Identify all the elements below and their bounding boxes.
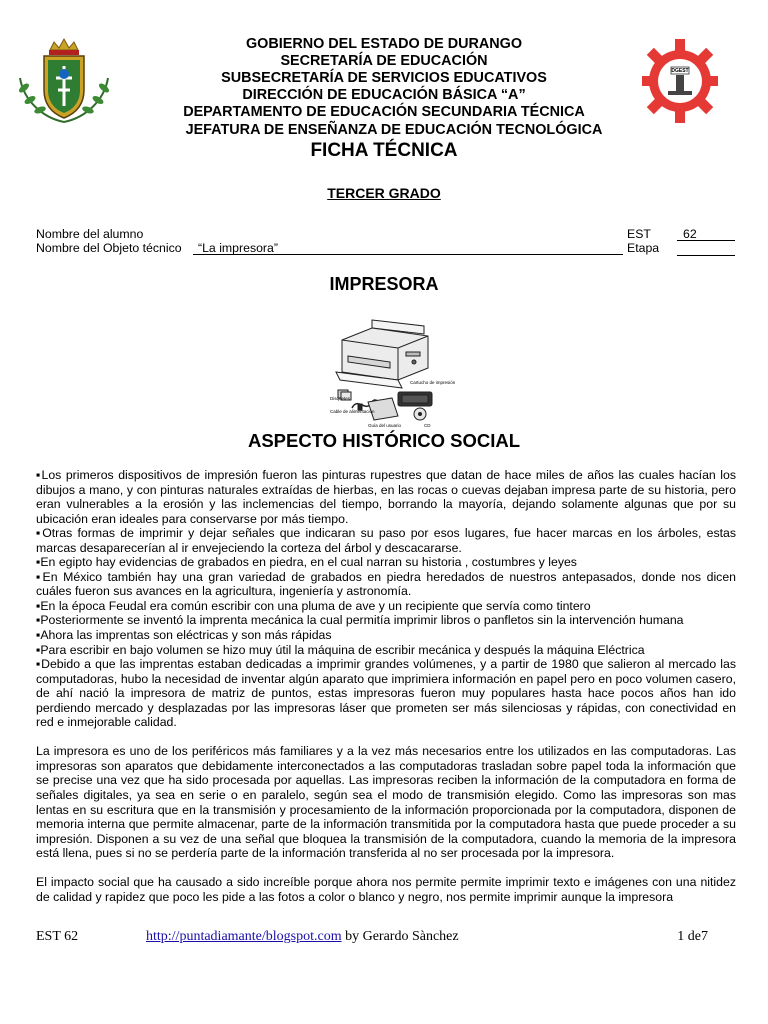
bullet-item — [36, 468, 736, 526]
est-underline — [677, 240, 735, 241]
footer-credit — [146, 929, 459, 945]
bullet-marker: ▪ — [36, 613, 41, 628]
grade-heading: TERCER GRADO — [327, 185, 441, 201]
bullet-text: Ahora las imprentas son eléctricas y son más rápidas — [40, 628, 332, 643]
bullet-text: Posteriormente se inventó la imprenta mecánica la cual permitía imprimir libros o panfletos sin la intervención humana — [40, 613, 684, 628]
figure-label-cd: CD — [424, 423, 431, 428]
bullet-item — [36, 643, 736, 658]
footer-page-number: 1 de7 — [677, 929, 708, 944]
bullet-item — [36, 526, 736, 555]
footer-school: EST 62 — [36, 929, 79, 944]
header-line-1: GOBIERNO DEL ESTADO DE DURANGO — [245, 36, 523, 52]
bullet-marker: ▪ — [36, 468, 42, 482]
bullet-text: En egipto hay evidencias de grabados en piedra, en el cual narran su historia , costumbres y leyes — [40, 555, 577, 570]
figure-label-cartridge: Cartucho de impresión — [410, 380, 456, 385]
bullet-marker: ▪ — [36, 628, 41, 643]
bullet-text: Debido a que las imprentas estaban dedicadas a imprimir grandes volúmenes, y a partir de 1980 que salieron al mercado las computadoras, hubo la necesidad de inventar algún aparato que imprimiera información en papel pero en poco volumen casero, de ahí nació la impresora de matriz de puntos, estas impresoras fueron muy populares hasta hace pocos años han ido perdiendo mercado y desplazadas por las impresoras láser que prometen ser más silenciosas y rápidas, con conectividad en red e inmejorable calidad. — [36, 657, 737, 730]
bullet-text: En la época Feudal era común escribir con una pluma de ave y un recipiente que servía como tintero — [40, 598, 591, 613]
bullet-item — [36, 628, 736, 643]
est-value: 62 — [683, 227, 697, 241]
est-label: EST — [627, 227, 651, 241]
bullet-marker: ▪ — [36, 569, 43, 584]
bullet-item — [36, 570, 736, 599]
student-name-label: Nombre del alumno — [36, 227, 144, 241]
bullet-text: Los primeros dispositivos de impresión fueron las pinturas rupestres que datan de hace miles de años las cuales hacían los dibujos a mano, y con pinturas naturales extraídas de hierbas, en las rocas o cuevas dejaban impresa parte de su historia, pero eran vulnerables a la erosión y las inclemencias del tiempo, borrando la mayoría, dejando solamente algunas que por su ubicación eran ideales para conservarse por más tiempo. — [36, 468, 736, 526]
object-name-value: “La impresora” — [198, 241, 278, 255]
printer-illustration — [328, 316, 456, 430]
paragraph: La impresora es uno de los periféricos más familiares y a la vez más necesarios entre los utilizados en las computadoras. Las impresoras son aparatos que debidamente interconectados a las computadoras trasladan sobre papel toda la información que se precise una vez que ha sido procesada por aquellas. Las impresoras reciben la información de la computadora en forma de señales digitales, ya sea en serie o en paralelo, según sea el modo de transmisión elegido. Como las impresoras son mas lentas en su escritura que en la transmisión y procesamiento de la información proporcionada por la computadora, disponen de memoria interna que permite almacenar, parte de la información transmitida por la computadora hasta que puede proceder a su impresión. Disponen a su vez de una señal que bloquea la transmisión de la computadora, cuando la memoria de la impresora está llena, pues si no se perdería parte de la información transferida al no ser procesada por la impresora. — [36, 744, 736, 861]
object-name-label: Nombre del Objeto técnico — [36, 241, 182, 255]
page-title: FICHA TÉCNICA — [310, 140, 458, 161]
bullet-item — [36, 657, 736, 730]
page-footer — [36, 929, 736, 945]
header-line-6: JEFATURA DE ENSEÑANZA DE EDUCACIÓN TECNOLÓGICA — [185, 122, 603, 138]
bullet-item — [36, 555, 736, 570]
footer-blog-link[interactable]: http://puntadiamante/blogspot.com — [146, 929, 342, 944]
bullet-text: Otras formas de imprimir y dejar señales que indicaran su paso por esos lugares, fue hacer marcas en los árboles, estas marcas desaparecerían al ir envejeciendo la corteza del árbol y descacararse. — [36, 526, 737, 555]
header-line-2: SECRETARÍA DE EDUCACIÓN — [280, 53, 488, 69]
stage-label: Etapa — [627, 241, 660, 255]
bullet-item — [36, 613, 736, 628]
bullet-text: En México también hay una gran variedad de grabados en piedra heredados de nuestros antepasados, donde nos dicen cuáles fueron sus avances en la agricultura, ingeniería y astronomía. — [36, 569, 737, 599]
bullet-marker: ▪ — [36, 526, 43, 541]
header-line-3: SUBSECRETARÍA DE SERVICIOS EDUCATIVOS — [221, 70, 547, 86]
stage-underline — [677, 255, 735, 256]
bullet-marker: ▪ — [36, 642, 41, 657]
figure-label-disks: Disquetes — [330, 396, 351, 401]
body-text — [36, 468, 736, 904]
section-title: IMPRESORA — [329, 274, 439, 294]
header-line-5: DEPARTAMENTO DE EDUCACIÓN SECUNDARIA TÉCNICA — [183, 104, 585, 120]
bullet-item — [36, 599, 736, 614]
dgest-logo-text: DGEST — [671, 68, 689, 74]
paragraph: El impacto social que ha causado a sido increíble porque ahora nos permite permite imprimir texto e imágenes con una nitidez de calidad y rapidez que poco les pide a las fotos a color o blanco y negro, nos permite imprimir aunque la impresora — [36, 875, 736, 904]
footer-author: by Gerardo Sànchez — [341, 929, 459, 944]
bullet-text: Para escribir en bajo volumen se hizo muy útil la máquina de escribir mecánica y después la máquina Eléctrica — [40, 642, 645, 657]
history-section-title: ASPECTO HISTÓRICO SOCIAL — [247, 430, 521, 451]
bullet-marker: ▪ — [36, 598, 41, 613]
bullet-marker: ▪ — [36, 555, 41, 570]
header-line-4: DIRECCIÓN DE EDUCACIÓN BÁSICA “A” — [242, 87, 526, 103]
bullet-marker: ▪ — [36, 657, 42, 672]
figure-label-cable: Cable de alimentación — [330, 409, 375, 414]
figure-label-guide: Guía del usuario — [368, 423, 402, 428]
